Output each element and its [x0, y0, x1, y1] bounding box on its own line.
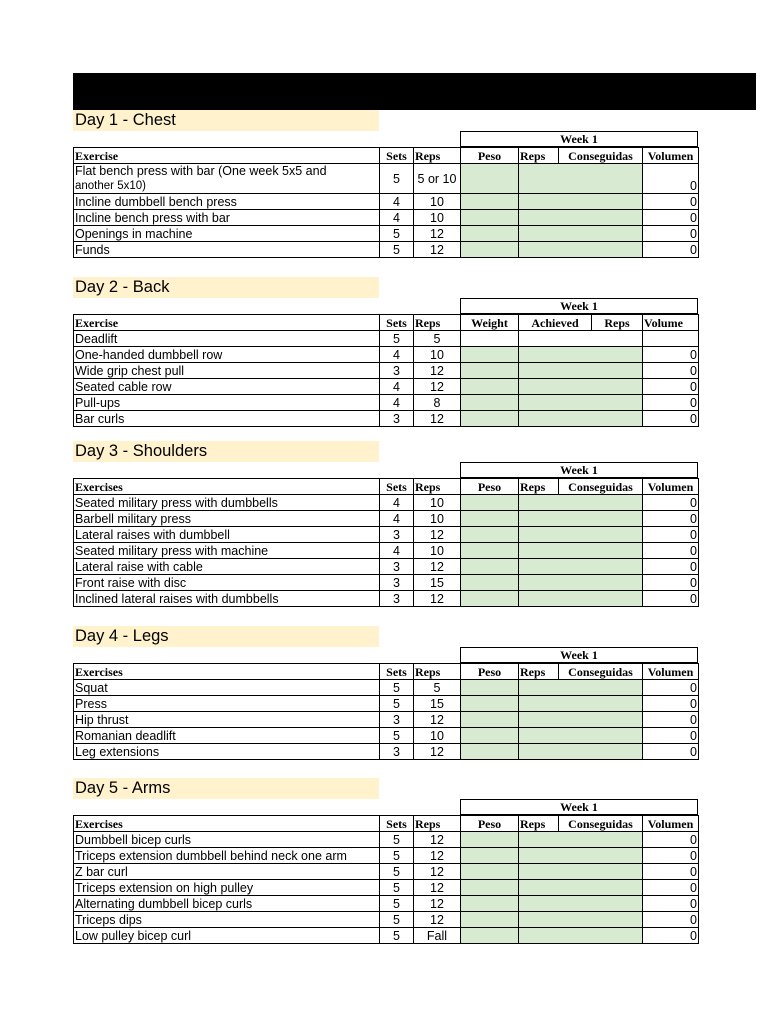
reps-cell: 12 — [414, 864, 461, 880]
exercise-cell: Leg extensions — [74, 744, 380, 760]
exercise-cell: Wide grip chest pull — [74, 363, 380, 379]
table-row — [74, 242, 699, 258]
reps-achieved-input-cell[interactable] — [519, 712, 643, 728]
exercise-cell: Front raise with disc — [74, 575, 380, 591]
header-reps-achieved: Reps — [519, 664, 559, 680]
sets-cell: 3 — [380, 744, 414, 760]
weight-input-cell[interactable] — [461, 728, 519, 744]
table-row — [74, 880, 699, 896]
header-bar — [73, 73, 756, 110]
header-reps: Reps — [414, 479, 461, 495]
header-weight: Weight — [461, 315, 519, 331]
reps-achieved-input-cell[interactable] — [519, 379, 643, 395]
reps-cell: 10 — [414, 543, 461, 559]
table-row — [74, 379, 699, 395]
reps-cell: 15 — [414, 696, 461, 712]
table-header-row — [74, 479, 699, 495]
volume-cell: 0 — [643, 848, 699, 864]
table-row — [74, 543, 699, 559]
sets-cell: 3 — [380, 363, 414, 379]
exercise-cell: Incline dumbbell bench press — [74, 194, 380, 210]
header-weight: Peso — [461, 148, 519, 164]
header-sets: Sets — [380, 479, 414, 495]
weight-input-cell[interactable] — [461, 511, 519, 527]
sets-cell: 4 — [380, 543, 414, 559]
exercise-cell: One-handed dumbbell row — [74, 347, 380, 363]
volume-cell: 0 — [643, 912, 699, 928]
exercise-cell: Hip thrust — [74, 712, 380, 728]
weight-input-cell[interactable] — [461, 559, 519, 575]
table-header-row — [74, 148, 699, 164]
header-weight: Peso — [461, 479, 519, 495]
reps-cell: Fall — [414, 928, 461, 944]
week-label: Week 1 — [460, 298, 698, 314]
weight-input-cell[interactable] — [461, 575, 519, 591]
header-exercise: Exercise — [74, 148, 380, 164]
header-volume: Volumen — [643, 664, 699, 680]
reps-achieved-input-cell[interactable] — [519, 728, 643, 744]
table-row — [74, 848, 699, 864]
reps-cell: 5 — [414, 680, 461, 696]
table-row — [74, 395, 699, 411]
volume-cell: 0 — [643, 395, 699, 411]
table-row — [74, 164, 699, 194]
weight-input-cell[interactable] — [461, 591, 519, 607]
reps-cell: 10 — [414, 495, 461, 511]
header-sets: Sets — [380, 664, 414, 680]
volume-cell: 0 — [643, 363, 699, 379]
header-achieved: Conseguidas — [559, 664, 643, 680]
volume-cell: 0 — [643, 696, 699, 712]
sets-cell: 3 — [380, 559, 414, 575]
reps-achieved-input-cell[interactable] — [519, 495, 643, 511]
header-achieved: Conseguidas — [559, 479, 643, 495]
table-row — [74, 331, 699, 347]
header-reps-achieved: Reps — [519, 479, 559, 495]
table-header-row — [74, 816, 699, 832]
header-exercise: Exercises — [74, 664, 380, 680]
exercise-cell: Funds — [74, 242, 380, 258]
weight-input-cell[interactable] — [461, 363, 519, 379]
reps-cell: 12 — [414, 880, 461, 896]
reps-cell: 12 — [414, 527, 461, 543]
volume-cell: 0 — [643, 712, 699, 728]
volume-cell: 0 — [643, 210, 699, 226]
sets-cell: 3 — [380, 527, 414, 543]
sets-cell: 4 — [380, 395, 414, 411]
week-label: Week 1 — [460, 462, 698, 478]
sets-cell: 4 — [380, 379, 414, 395]
volume-cell: 0 — [643, 864, 699, 880]
reps-achieved-input-cell[interactable] — [519, 164, 643, 194]
table-row — [74, 559, 699, 575]
table-row — [74, 896, 699, 912]
table-row — [74, 411, 699, 427]
weight-input-cell[interactable] — [461, 379, 519, 395]
reps-achieved-input-cell[interactable] — [519, 896, 643, 912]
header-volume: Volumen — [643, 148, 699, 164]
volume-cell: 0 — [643, 896, 699, 912]
weight-input-cell[interactable] — [461, 395, 519, 411]
header-reps: Reps — [414, 664, 461, 680]
header-sets: Sets — [380, 148, 414, 164]
header-volume: Volumen — [643, 479, 699, 495]
exercise-cell: Incline bench press with bar — [74, 210, 380, 226]
reps-cell: 12 — [414, 712, 461, 728]
exercise-cell: Romanian deadlift — [74, 728, 380, 744]
weight-input-cell[interactable] — [461, 696, 519, 712]
day-title: Day 1 - Chest — [73, 110, 379, 131]
table-header-row — [74, 315, 699, 331]
exercise-table — [73, 663, 699, 760]
weight-input-cell[interactable] — [461, 928, 519, 944]
weight-input-cell[interactable] — [461, 680, 519, 696]
table-row — [74, 495, 699, 511]
sets-cell: 5 — [380, 928, 414, 944]
volume-cell: 0 — [643, 728, 699, 744]
sets-cell: 5 — [380, 912, 414, 928]
weight-input-cell[interactable] — [461, 331, 519, 347]
header-achieved: Achieved — [519, 315, 592, 331]
reps-achieved-input-cell[interactable] — [519, 559, 643, 575]
reps-achieved-input-cell[interactable] — [519, 864, 643, 880]
day-title: Day 4 - Legs — [73, 626, 379, 647]
header-achieved: Conseguidas — [559, 816, 643, 832]
table-row — [74, 712, 699, 728]
volume-cell: 0 — [643, 527, 699, 543]
volume-cell: 0 — [643, 832, 699, 848]
header-sets: Sets — [380, 315, 414, 331]
header-reps-achieved: Reps — [519, 816, 559, 832]
volume-cell — [643, 331, 699, 347]
sets-cell: 3 — [380, 411, 414, 427]
exercise-cell: Low pulley bicep curl — [74, 928, 380, 944]
reps-cell: 5 or 10 — [414, 164, 461, 194]
reps-achieved-input-cell[interactable] — [519, 347, 643, 363]
sets-cell: 5 — [380, 728, 414, 744]
table-row — [74, 210, 699, 226]
reps-achieved-input-cell[interactable] — [519, 242, 643, 258]
reps-achieved-input-cell[interactable] — [519, 226, 643, 242]
reps-cell: 12 — [414, 411, 461, 427]
exercise-cell: Alternating dumbbell bicep curls — [74, 896, 380, 912]
exercise-cell: Triceps extension on high pulley — [74, 880, 380, 896]
day-title: Day 5 - Arms — [73, 778, 379, 799]
weight-input-cell[interactable] — [461, 194, 519, 210]
weight-input-cell[interactable] — [461, 912, 519, 928]
table-row — [74, 680, 699, 696]
header-weight: Peso — [461, 664, 519, 680]
weight-input-cell[interactable] — [461, 744, 519, 760]
table-row — [74, 912, 699, 928]
table-row — [74, 527, 699, 543]
sets-cell: 5 — [380, 226, 414, 242]
weight-input-cell[interactable] — [461, 164, 519, 194]
day-title: Day 3 - Shoulders — [73, 441, 379, 462]
sets-cell: 5 — [380, 331, 414, 347]
volume-cell: 0 — [643, 880, 699, 896]
reps-cell: 12 — [414, 591, 461, 607]
table-row — [74, 928, 699, 944]
reps-achieved-input-cell[interactable] — [519, 527, 643, 543]
table-row — [74, 696, 699, 712]
exercise-cell: Triceps dips — [74, 912, 380, 928]
volume-cell: 0 — [643, 511, 699, 527]
reps-cell: 8 — [414, 395, 461, 411]
reps-cell: 12 — [414, 896, 461, 912]
volume-cell: 0 — [643, 242, 699, 258]
sets-cell: 5 — [380, 696, 414, 712]
sets-cell: 5 — [380, 848, 414, 864]
table-row — [74, 347, 699, 363]
reps-achieved-input-cell[interactable] — [519, 395, 643, 411]
reps-cell: 10 — [414, 511, 461, 527]
table-header-row — [74, 664, 699, 680]
sets-cell: 4 — [380, 210, 414, 226]
reps-achieved-input-cell[interactable] — [519, 210, 643, 226]
header-reps: Reps — [414, 816, 461, 832]
sets-cell: 5 — [380, 896, 414, 912]
table-row — [74, 226, 699, 242]
table-row — [74, 591, 699, 607]
header-exercise: Exercises — [74, 479, 380, 495]
exercise-cell: Seated military press with machine — [74, 543, 380, 559]
exercise-cell: Squat — [74, 680, 380, 696]
sets-cell: 5 — [380, 880, 414, 896]
sets-cell: 4 — [380, 511, 414, 527]
sets-cell: 3 — [380, 712, 414, 728]
volume-cell: 0 — [643, 347, 699, 363]
reps-achieved-input-cell[interactable] — [519, 880, 643, 896]
exercise-cell: Flat bench press with bar (One week 5x5 and another 5x10) — [74, 164, 380, 194]
reps-cell: 12 — [414, 744, 461, 760]
weight-input-cell[interactable] — [461, 242, 519, 258]
volume-cell: 0 — [643, 575, 699, 591]
weight-input-cell[interactable] — [461, 864, 519, 880]
reps-achieved-input-cell[interactable] — [519, 832, 643, 848]
sets-cell: 4 — [380, 495, 414, 511]
exercise-cell: Seated cable row — [74, 379, 380, 395]
volume-cell: 0 — [643, 543, 699, 559]
volume-cell: 0 — [643, 744, 699, 760]
exercise-table — [73, 147, 699, 258]
volume-cell: 0 — [643, 495, 699, 511]
volume-cell: 0 — [643, 591, 699, 607]
reps-cell: 12 — [414, 912, 461, 928]
table-row — [74, 511, 699, 527]
reps-achieved-input-cell[interactable] — [519, 363, 643, 379]
sets-cell: 3 — [380, 591, 414, 607]
reps-achieved-input-cell[interactable] — [519, 411, 643, 427]
table-row — [74, 864, 699, 880]
reps-achieved-input-cell[interactable] — [519, 912, 643, 928]
exercise-cell: Press — [74, 696, 380, 712]
table-row — [74, 194, 699, 210]
header-exercise: Exercise — [74, 315, 380, 331]
weight-input-cell[interactable] — [461, 347, 519, 363]
exercise-cell: Seated military press with dumbbells — [74, 495, 380, 511]
reps-achieved-input-cell[interactable] — [519, 194, 643, 210]
exercise-cell: Lateral raises with dumbbell — [74, 527, 380, 543]
weight-input-cell[interactable] — [461, 226, 519, 242]
header-achieved: Conseguidas — [559, 148, 643, 164]
reps-cell: 12 — [414, 363, 461, 379]
header-reps-achieved: Reps — [519, 148, 559, 164]
sets-cell: 4 — [380, 194, 414, 210]
reps-cell: 10 — [414, 347, 461, 363]
reps-cell: 12 — [414, 559, 461, 575]
exercise-cell: Z bar curl — [74, 864, 380, 880]
reps-achieved-input-cell[interactable] — [519, 928, 643, 944]
weight-input-cell[interactable] — [461, 848, 519, 864]
reps-achieved-input-cell[interactable] — [519, 591, 643, 607]
weight-input-cell[interactable] — [461, 495, 519, 511]
reps-achieved-input-cell[interactable] — [519, 696, 643, 712]
reps-achieved-input-cell[interactable] — [519, 680, 643, 696]
header-reps: Reps — [414, 148, 461, 164]
header-reps: Reps — [414, 315, 461, 331]
volume-cell: 0 — [643, 928, 699, 944]
header-reps-achieved: Reps — [592, 315, 643, 331]
exercise-cell: Inclined lateral raises with dumbbells — [74, 591, 380, 607]
volume-cell: 0 — [643, 379, 699, 395]
reps-cell: 12 — [414, 379, 461, 395]
weight-input-cell[interactable] — [461, 411, 519, 427]
sets-cell: 5 — [380, 242, 414, 258]
reps-achieved-input-cell[interactable] — [519, 848, 643, 864]
table-row — [74, 744, 699, 760]
weight-input-cell[interactable] — [461, 543, 519, 559]
reps-cell: 12 — [414, 848, 461, 864]
reps-cell: 12 — [414, 226, 461, 242]
exercise-cell: Bar curls — [74, 411, 380, 427]
exercise-table — [73, 478, 699, 607]
table-row — [74, 363, 699, 379]
weight-input-cell[interactable] — [461, 880, 519, 896]
reps-cell: 5 — [414, 331, 461, 347]
volume-cell: 0 — [643, 226, 699, 242]
sets-cell: 5 — [380, 164, 414, 194]
sets-cell: 5 — [380, 832, 414, 848]
reps-cell: 12 — [414, 242, 461, 258]
volume-cell: 0 — [643, 411, 699, 427]
week-label: Week 1 — [460, 647, 698, 663]
reps-achieved-input-cell[interactable] — [519, 575, 643, 591]
header-volume: Volumen — [643, 816, 699, 832]
table-row — [74, 728, 699, 744]
header-sets: Sets — [380, 816, 414, 832]
week-label: Week 1 — [460, 131, 698, 147]
header-volume: Volume — [643, 315, 699, 331]
exercise-cell: Deadlift — [74, 331, 380, 347]
sets-cell: 5 — [380, 680, 414, 696]
volume-cell: 0 — [643, 194, 699, 210]
exercise-cell: Openings in machine — [74, 226, 380, 242]
volume-cell: 0 — [643, 164, 699, 194]
exercise-cell: Triceps extension dumbbell behind neck one arm — [74, 848, 380, 864]
weight-input-cell[interactable] — [461, 712, 519, 728]
sets-cell: 3 — [380, 575, 414, 591]
exercise-table — [73, 314, 699, 427]
header-weight: Peso — [461, 816, 519, 832]
reps-achieved-input-cell[interactable] — [519, 511, 643, 527]
reps-achieved-input-cell[interactable] — [519, 543, 643, 559]
table-row — [74, 832, 699, 848]
exercise-cell: Barbell military press — [74, 511, 380, 527]
weight-input-cell[interactable] — [461, 832, 519, 848]
weight-input-cell[interactable] — [461, 896, 519, 912]
table-row — [74, 575, 699, 591]
exercise-cell: Pull-ups — [74, 395, 380, 411]
reps-cell: 10 — [414, 728, 461, 744]
weight-input-cell[interactable] — [461, 527, 519, 543]
header-exercise: Exercises — [74, 816, 380, 832]
volume-cell: 0 — [643, 559, 699, 575]
reps-cell: 12 — [414, 832, 461, 848]
reps-achieved-input-cell[interactable] — [519, 744, 643, 760]
exercise-table — [73, 815, 699, 944]
sets-cell: 5 — [380, 864, 414, 880]
volume-cell: 0 — [643, 680, 699, 696]
day-title: Day 2 - Back — [73, 277, 379, 298]
week-label: Week 1 — [460, 799, 698, 815]
exercise-cell: Dumbbell bicep curls — [74, 832, 380, 848]
sets-cell: 4 — [380, 347, 414, 363]
reps-cell: 15 — [414, 575, 461, 591]
exercise-cell: Lateral raise with cable — [74, 559, 380, 575]
weight-input-cell[interactable] — [461, 210, 519, 226]
reps-achieved-input-cell[interactable] — [519, 331, 643, 347]
reps-cell: 10 — [414, 210, 461, 226]
reps-cell: 10 — [414, 194, 461, 210]
